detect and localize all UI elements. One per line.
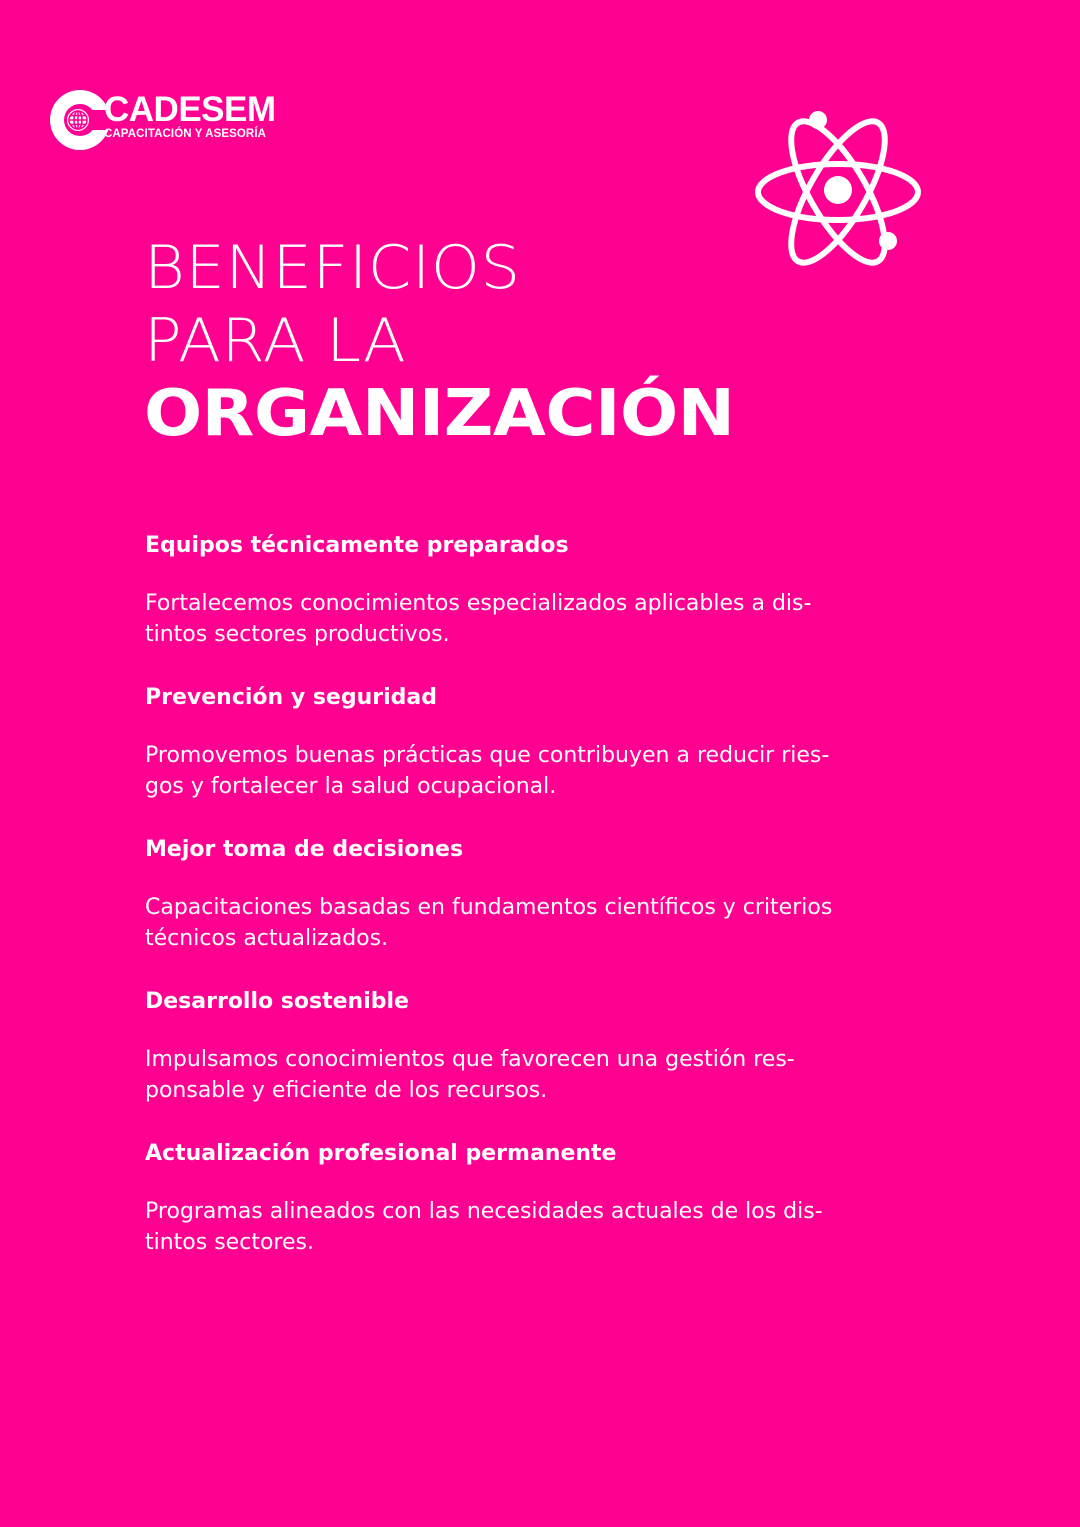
benefit-text-line: Fortalecemos conocimientos especializados aplicables a dis- bbox=[145, 591, 812, 616]
benefit-description bbox=[145, 1196, 945, 1258]
benefit-text-line: Capacitaciones basadas en fundamentos científicos y criterios bbox=[145, 895, 833, 920]
title-line-3: ORGANIZACIÓN bbox=[144, 377, 735, 451]
benefit-title: Equipos técnicamente preparados bbox=[145, 533, 569, 558]
benefit-text-line: tintos sectores productivos. bbox=[145, 622, 450, 647]
benefit-item bbox=[145, 680, 945, 832]
benefit-title: Mejor toma de decisiones bbox=[145, 837, 464, 862]
brand-name: CADESEM bbox=[104, 90, 276, 129]
benefit-item bbox=[145, 984, 945, 1136]
benefit-description bbox=[145, 892, 945, 954]
benefit-text-line: tintos sectores. bbox=[145, 1230, 314, 1255]
benefit-text-line: Programas alineados con las necesidades actuales de los dis- bbox=[145, 1199, 823, 1224]
benefit-description bbox=[145, 740, 945, 802]
benefit-item bbox=[145, 528, 945, 680]
benefit-title: Prevención y seguridad bbox=[145, 685, 437, 710]
brand-logo bbox=[48, 86, 288, 156]
benefit-text-line: gos y fortalecer la salud ocupacional. bbox=[145, 774, 557, 799]
page-title bbox=[144, 232, 735, 451]
brand-tagline: CAPACITACIÓN Y ASESORÍA bbox=[104, 128, 267, 140]
benefit-item bbox=[145, 1136, 945, 1288]
benefit-text-line: Impulsamos conocimientos que favorecen una gestión res- bbox=[145, 1047, 795, 1072]
benefit-text-line: ponsable y eficiente de los recursos. bbox=[145, 1078, 548, 1103]
benefit-description bbox=[145, 588, 945, 650]
title-line-1: BENEFICIOS bbox=[144, 233, 521, 303]
benefit-description bbox=[145, 1044, 945, 1106]
benefit-item bbox=[145, 832, 945, 984]
benefits-list bbox=[145, 528, 945, 1288]
benefit-title: Desarrollo sostenible bbox=[145, 989, 409, 1014]
benefit-text-line: técnicos actualizados. bbox=[145, 926, 389, 951]
globe-c-logo-icon bbox=[48, 88, 112, 152]
atom-icon bbox=[748, 100, 928, 284]
benefit-title: Actualización profesional permanente bbox=[145, 1141, 617, 1166]
benefit-text-line: Promovemos buenas prácticas que contribuyen a reducir ries- bbox=[145, 743, 830, 768]
title-line-2: PARA LA bbox=[144, 306, 407, 376]
